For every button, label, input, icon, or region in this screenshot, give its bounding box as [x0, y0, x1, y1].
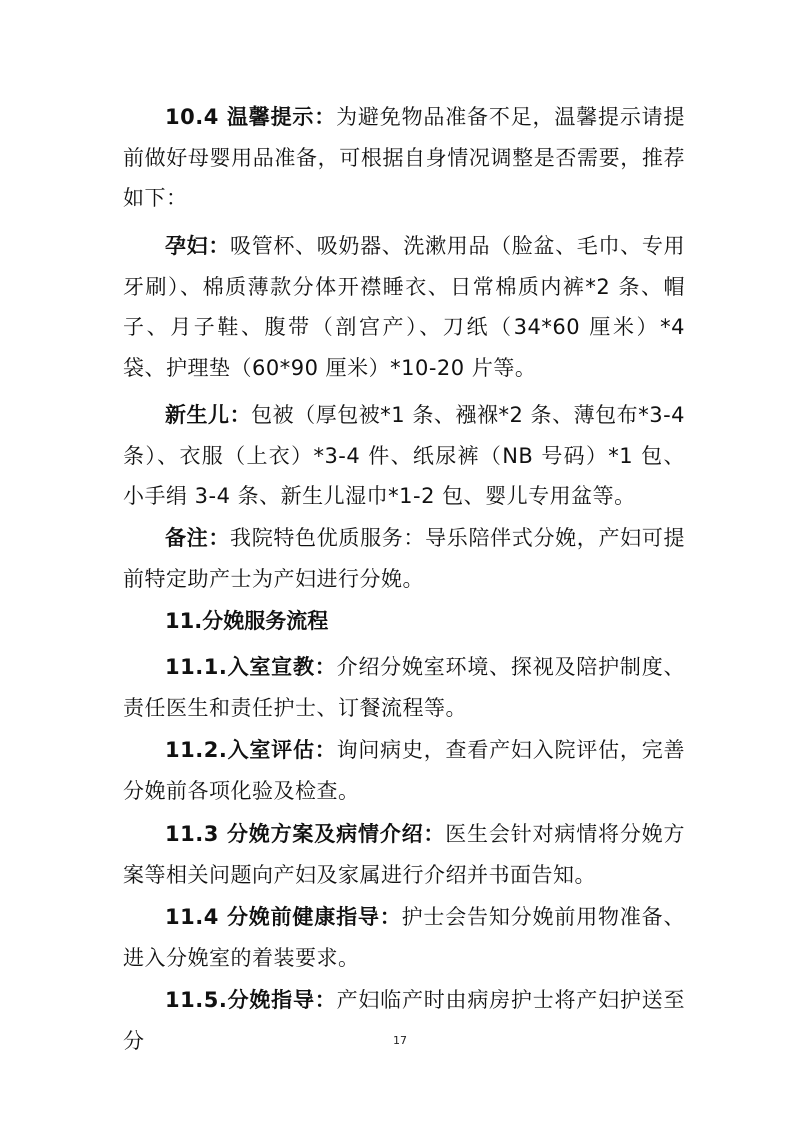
step-text: 介绍分娩室环境、探视及陪护制度、责任医生和责任护士、订餐流程等。 [123, 655, 685, 720]
step-label: 11.2.入室评估： [165, 738, 337, 762]
step-text: 产妇临产时由病房护士将产妇护送至分 [123, 988, 685, 1053]
remark-paragraph [123, 518, 685, 599]
page-number: 17 [393, 1034, 407, 1047]
step-label: 11.3 分娩方案及病情介绍： [165, 822, 446, 846]
step-text: 询问病史，查看产妇入院评估，完善分娩前各项化验及检查。 [123, 738, 685, 803]
tip-paragraph [123, 97, 685, 219]
pregnant-woman-text: 吸管杯、吸奶器、洗漱用品（脸盆、毛巾、专用牙刷）、棉质薄款分体开襟睡衣、日常棉质内裤*2 条、帽子、月子鞋、腹带（剖宫产）、刀纸（34*60 厘米）*4 袋、护理垫（60*90 厘米）*10-20 片等。 [123, 234, 686, 380]
tip-label: 10.4 温馨提示： [165, 105, 337, 129]
step-label: 11.5.分娩指导： [165, 988, 337, 1012]
remark-label: 备注： [165, 526, 231, 550]
step-delivery-plan [123, 814, 685, 895]
pregnant-woman-paragraph [123, 226, 685, 388]
step-admission-assessment [123, 730, 685, 811]
newborn-text: 包被（厚包被*1 条、襁褓*2 条、薄包布*3-4 条）、衣服（上衣）*3-4 件、纸尿裤（NB 号码）*1 包、小手绢 3-4 条、新生儿湿巾*1-2 包、婴儿专用盆等。 [123, 403, 686, 508]
step-label: 11.4 分娩前健康指导： [165, 905, 402, 929]
remark-text: 我院特色优质服务：导乐陪伴式分娩，产妇可提前特定助产士为产妇进行分娩。 [123, 526, 686, 591]
tip-text: 为避免物品准备不足，温馨提示请提前做好母婴用品准备，可根据自身情况调整是否需要，推荐如下： [123, 105, 686, 210]
step-admission-education [123, 647, 685, 728]
pregnant-woman-label: 孕妇： [165, 234, 231, 258]
step-label: 11.1.入室宣教： [165, 655, 337, 679]
step-text: 医生会针对病情将分娩方案等相关问题向产妇及家属进行介绍并书面告知。 [123, 822, 686, 887]
step-health-guidance [123, 897, 685, 978]
section-heading: 11.分娩服务流程 [165, 609, 329, 633]
newborn-paragraph [123, 395, 685, 517]
step-text: 护士会告知分娩前用物准备、进入分娩室的着装要求。 [123, 905, 686, 970]
newborn-label: 新生儿： [165, 403, 252, 427]
step-delivery-guidance [123, 980, 685, 1061]
